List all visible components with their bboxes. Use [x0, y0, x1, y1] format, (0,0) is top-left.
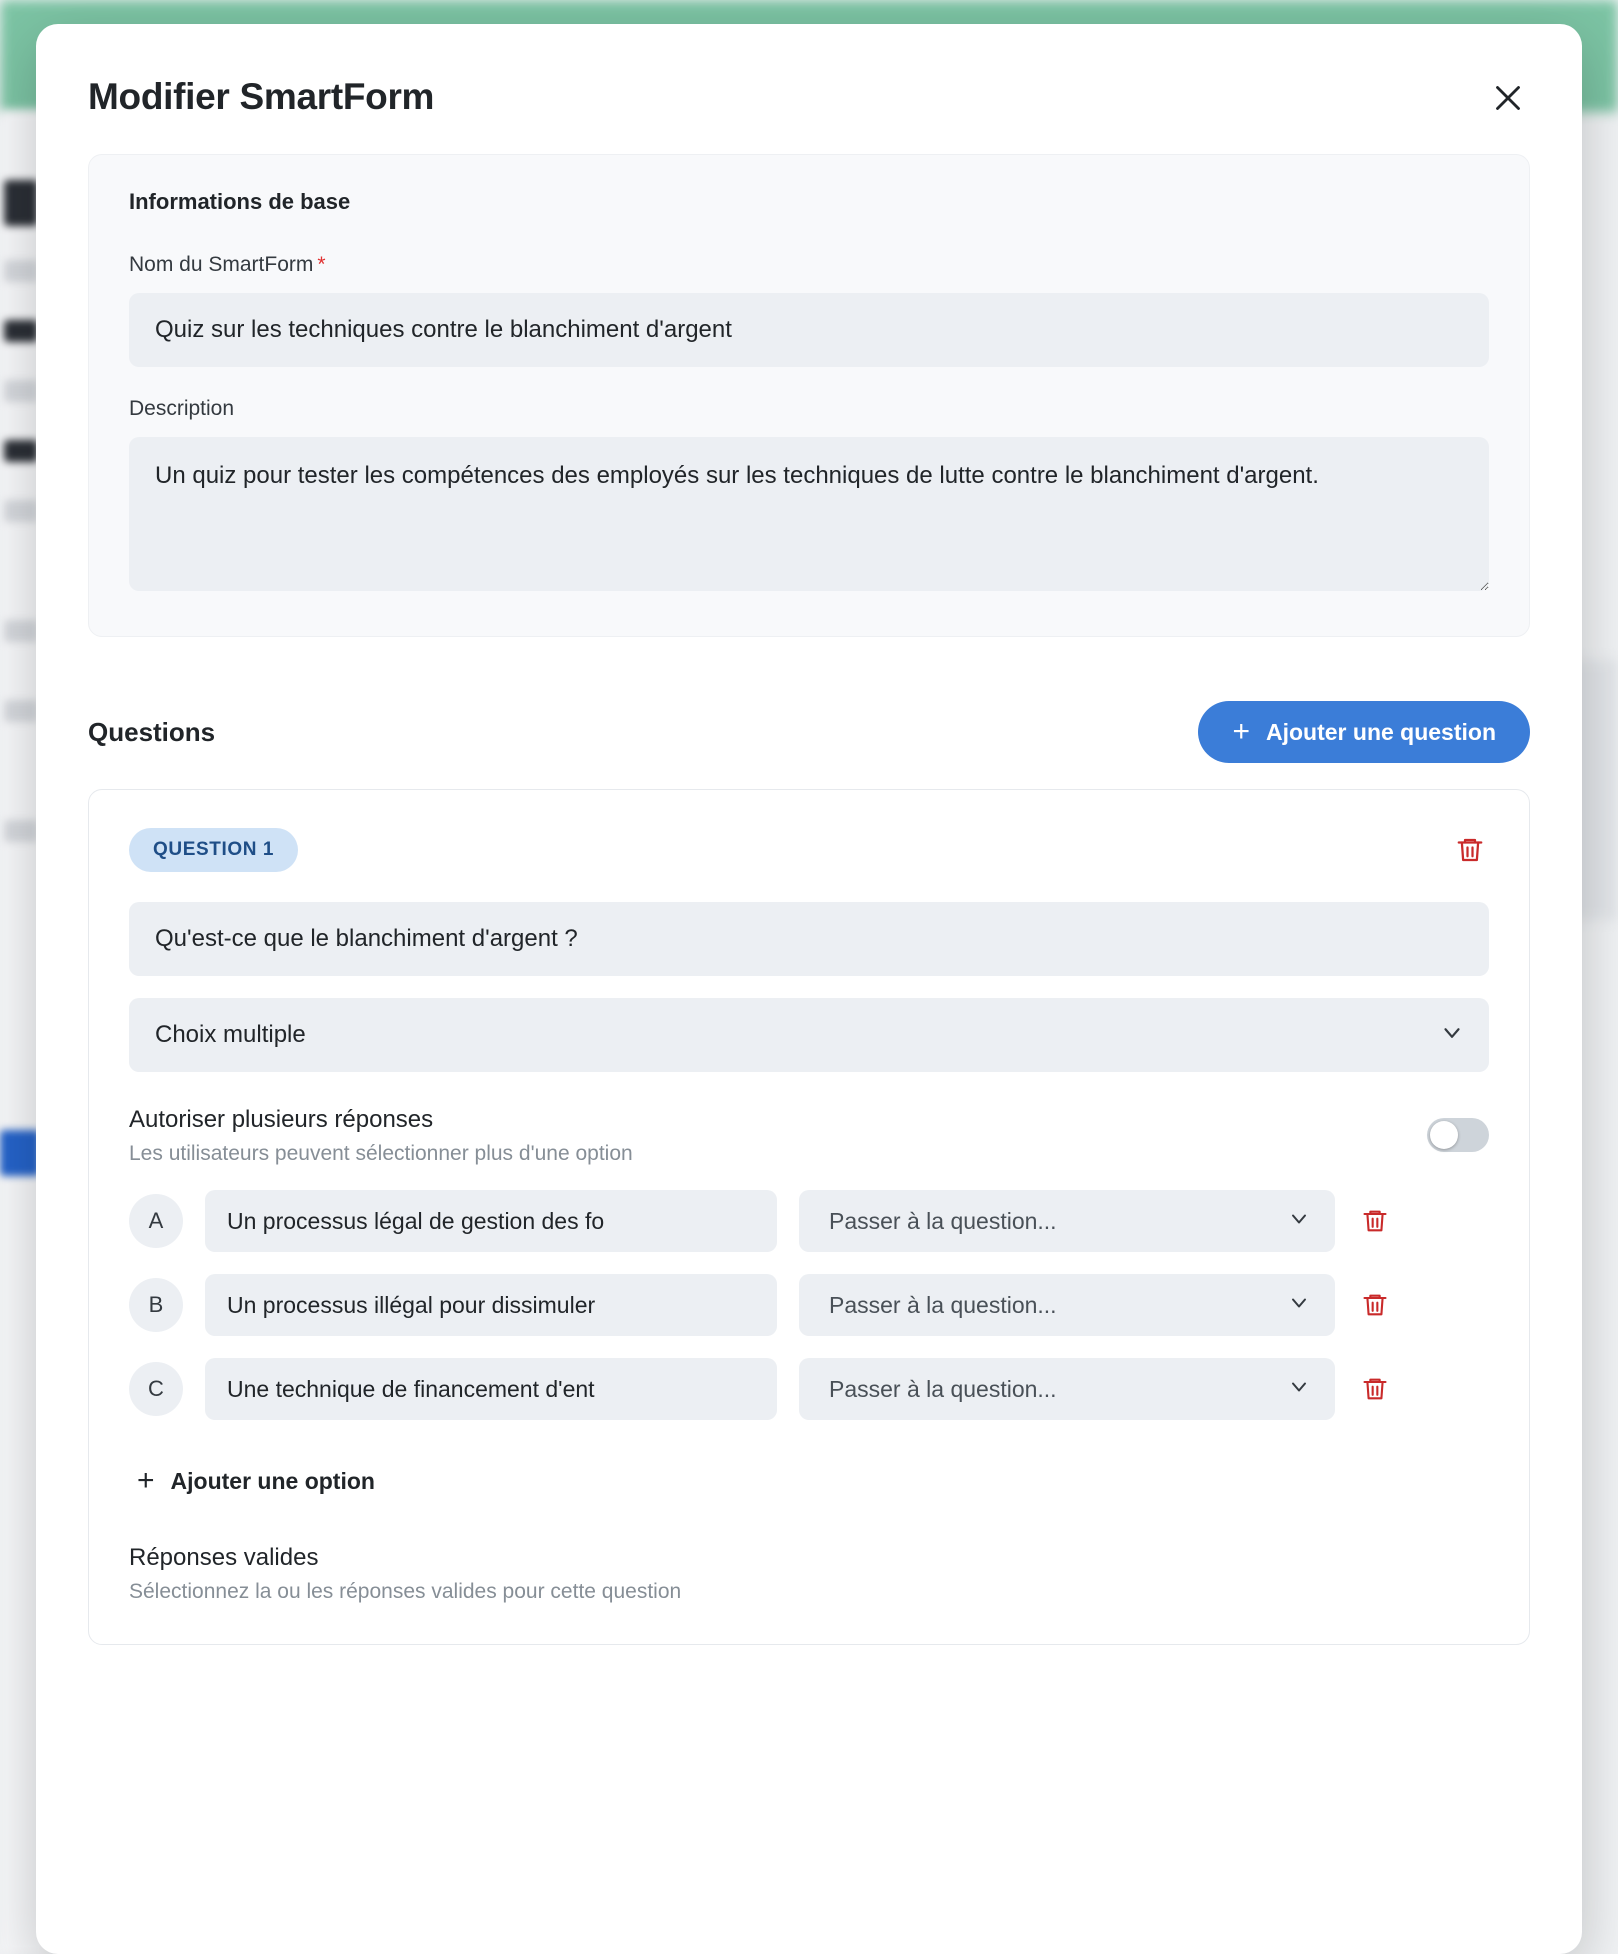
- question-card: [88, 789, 1530, 1645]
- plus-icon: +: [137, 1464, 155, 1497]
- trash-icon: [1361, 1375, 1389, 1403]
- add-option-button-label: Ajouter une option: [170, 1467, 375, 1494]
- smartform-name-label: [129, 253, 1489, 277]
- trash-icon: [1361, 1207, 1389, 1235]
- background-sidebar-active-item: [0, 1130, 40, 1176]
- option-letter: A: [129, 1194, 183, 1248]
- background-sidebar-item: [4, 620, 38, 642]
- background-sidebar-item: [4, 260, 38, 282]
- description-label: Description: [129, 397, 235, 420]
- option-text-input[interactable]: [205, 1358, 777, 1420]
- background-sidebar-item: [4, 820, 38, 842]
- question-number-badge: QUESTION 1: [129, 828, 298, 872]
- delete-option-button[interactable]: [1357, 1371, 1393, 1407]
- question-text-input[interactable]: [129, 902, 1489, 976]
- background-sidebar-item: [4, 700, 38, 722]
- required-marker: *: [317, 253, 326, 276]
- question-card-header: [129, 828, 1489, 872]
- option-text-input[interactable]: [205, 1274, 777, 1336]
- valid-answers-title: Réponses valides: [129, 1544, 319, 1571]
- allow-multiple-row: [129, 1106, 1489, 1166]
- option-row: [129, 1190, 1489, 1252]
- modal-body: [36, 120, 1582, 1645]
- option-jump-select[interactable]: [799, 1274, 1335, 1336]
- add-question-button-label: Ajouter une question: [1266, 718, 1496, 745]
- option-jump-wrapper: [799, 1274, 1335, 1336]
- allow-multiple-help: Les utilisateurs peuvent sélectionner plus d'une option: [129, 1142, 633, 1165]
- option-jump-select[interactable]: [799, 1190, 1335, 1252]
- delete-option-button[interactable]: [1357, 1287, 1393, 1323]
- plus-icon: +: [1232, 715, 1250, 748]
- delete-option-button[interactable]: [1357, 1203, 1393, 1239]
- close-icon[interactable]: [1486, 76, 1530, 120]
- description-textarea[interactable]: [129, 437, 1489, 591]
- valid-answers-block: [129, 1544, 1489, 1604]
- edit-smartform-modal: [36, 24, 1582, 1954]
- trash-icon: [1361, 1291, 1389, 1319]
- background-sidebar-item: [4, 380, 38, 402]
- modal-header: [36, 24, 1582, 120]
- background-sidebar-item: [4, 180, 38, 226]
- trash-icon: [1455, 835, 1485, 865]
- smartform-name-input[interactable]: [129, 293, 1489, 367]
- question-type-select[interactable]: [129, 998, 1489, 1072]
- valid-answers-help: Sélectionnez la ou les réponses valides pour cette question: [129, 1580, 682, 1603]
- basic-info-title: Informations de base: [129, 189, 351, 214]
- option-letter: C: [129, 1362, 183, 1416]
- background-sidebar-item: [4, 320, 38, 342]
- option-text-input[interactable]: [205, 1190, 777, 1252]
- option-jump-wrapper: [799, 1190, 1335, 1252]
- page-title: Modifier SmartForm: [88, 76, 435, 117]
- allow-multiple-toggle[interactable]: [1427, 1118, 1489, 1152]
- delete-question-button[interactable]: [1451, 831, 1489, 869]
- option-row: [129, 1274, 1489, 1336]
- option-row: [129, 1358, 1489, 1420]
- option-jump-select[interactable]: [799, 1358, 1335, 1420]
- add-question-button[interactable]: [1198, 701, 1530, 763]
- option-jump-wrapper: [799, 1358, 1335, 1420]
- background-sidebar-item: [4, 440, 38, 462]
- question-type-select-wrapper: [129, 998, 1489, 1072]
- smartform-name-label-text: Nom du SmartForm: [129, 253, 314, 276]
- questions-title: Questions: [88, 716, 216, 747]
- allow-multiple-label: Autoriser plusieurs réponses: [129, 1106, 434, 1133]
- questions-section-header: [88, 701, 1530, 763]
- background-sidebar-item: [4, 500, 38, 522]
- add-option-button[interactable]: [129, 1448, 383, 1508]
- basic-info-card: [88, 154, 1530, 637]
- option-letter: B: [129, 1278, 183, 1332]
- toggle-knob: [1430, 1121, 1458, 1149]
